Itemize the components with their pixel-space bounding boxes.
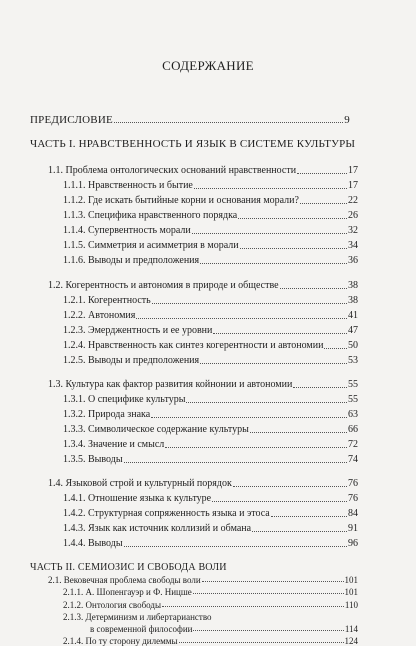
leader-dots	[212, 501, 347, 502]
toc-subsection	[63, 508, 358, 520]
toc-subsection	[63, 195, 358, 207]
toc-subsection	[63, 394, 358, 406]
entry-page: 66	[348, 424, 358, 435]
leader-dots	[124, 462, 347, 463]
entry-text: 1.3.4. Значение и смысл	[63, 439, 165, 450]
toc-part-1	[30, 138, 375, 150]
entry-text: 1.3.1. О специфике культуры	[63, 394, 186, 405]
leader-dots	[114, 122, 343, 123]
entry-page: 53	[348, 355, 358, 366]
entry-text: 1.3.2. Природа знака	[63, 409, 151, 420]
toc-subsection	[63, 295, 358, 307]
entry-page: 114	[344, 624, 358, 634]
toc-subsection	[63, 340, 358, 352]
page-title: СОДЕРЖАНИЕ	[162, 58, 254, 73]
toc-subsection	[63, 612, 358, 622]
leader-dots	[194, 188, 347, 189]
entry-page: 55	[348, 379, 358, 390]
entry-page: 110	[344, 600, 358, 610]
entry-text: 1.1. Проблема онтологических оснований нравственности	[48, 165, 297, 176]
toc-subsection	[63, 210, 358, 222]
entry-text: 1.1.4. Супервентность морали	[63, 225, 191, 236]
entry-page: 41	[348, 310, 358, 321]
toc-subsection	[63, 310, 358, 322]
leader-dots	[238, 218, 347, 219]
toc-subsection	[63, 409, 358, 421]
entry-page: 38	[348, 295, 358, 306]
entry-text: 1.2.5. Выводы и предположения	[63, 355, 200, 366]
leader-dots	[200, 263, 347, 264]
entry-page: 17	[348, 165, 358, 176]
entry-page: 101	[344, 587, 358, 597]
entry-page: 124	[344, 636, 358, 646]
entry-text: ЧАСТЬ I. НРАВСТВЕННОСТЬ И ЯЗЫК В СИСТЕМЕ КУЛЬТУРЫ	[30, 138, 356, 150]
entry-page: 63	[348, 409, 358, 420]
entry-page: 74	[348, 454, 358, 465]
toc-subsection	[63, 493, 358, 505]
toc-section	[48, 165, 358, 177]
entry-text: 1.1.3. Специфика нравственного порядка	[63, 210, 238, 221]
toc-part-2	[30, 563, 330, 573]
leader-dots	[202, 581, 344, 582]
toc-subsection	[63, 523, 358, 535]
entry-text: 2.1.1. А. Шопенгауэр и Ф. Ницше	[63, 587, 192, 597]
toc-subsection	[63, 424, 358, 436]
toc-section	[48, 280, 358, 292]
entry-text: 1.2. Когерентность и автономия в природе и обществе	[48, 280, 279, 291]
entry-text: 1.3. Культура как фактор развития койнонии и автономии	[48, 379, 293, 390]
leader-dots	[297, 173, 347, 174]
entry-text: 1.4. Языковой строй и культурный порядок	[48, 478, 232, 489]
toc-subsection	[63, 587, 358, 597]
entry-text: 1.2.3. Эмерджентность и ее уровни	[63, 325, 213, 336]
entry-page: 17	[348, 180, 358, 191]
entry-page: 96	[348, 538, 358, 549]
leader-dots	[193, 630, 343, 631]
leader-dots	[324, 348, 347, 349]
toc-subsection	[63, 255, 358, 267]
entry-text: 1.2.4. Нравственность как синтез когерентности и автономии	[63, 340, 324, 351]
leader-dots	[152, 303, 347, 304]
leader-dots	[136, 318, 347, 319]
entry-text: 1.1.1. Нравственность и бытие	[63, 180, 193, 191]
leader-dots	[300, 203, 347, 204]
leader-dots	[233, 486, 347, 487]
toc-subsection	[63, 439, 358, 451]
entry-page: 26	[348, 210, 358, 221]
leader-dots	[165, 447, 347, 448]
toc-subsection	[63, 454, 358, 466]
entry-text: 2.1.2. Онтология свободы	[63, 600, 162, 610]
entry-page: 55	[348, 394, 358, 405]
entry-text: 2.1.3. Детерминизм и либертарианство	[63, 612, 212, 622]
entry-text: 1.1.2. Где искать бытийные корни и основания морали?	[63, 195, 299, 206]
entry-text: 1.2.1. Когерентность	[63, 295, 151, 306]
entry-text: 1.3.5. Выводы	[63, 454, 123, 465]
leader-dots	[162, 606, 344, 607]
entry-text: 2.1. Вековечная проблема свободы воли	[48, 575, 201, 585]
entry-page: 101	[344, 575, 358, 585]
toc-subsection-continued	[90, 624, 358, 634]
toc-subsection	[63, 225, 358, 237]
entry-page: 9	[344, 114, 350, 126]
toc-section	[48, 379, 358, 391]
entry-page: 76	[348, 493, 358, 504]
entry-text: 1.1.5. Симметрия и асимметрия в морали	[63, 240, 239, 251]
entry-text: 1.2.2. Автономия	[63, 310, 136, 321]
leader-dots	[151, 417, 347, 418]
leader-dots	[193, 593, 344, 594]
leader-dots	[252, 531, 347, 532]
leader-dots	[213, 333, 347, 334]
entry-page: 36	[348, 255, 358, 266]
leader-dots	[192, 233, 347, 234]
leader-dots	[186, 402, 347, 403]
entry-text: в современной философии	[90, 624, 193, 634]
toc-entry-preface	[30, 114, 350, 126]
leader-dots	[240, 248, 347, 249]
entry-page: 47	[348, 325, 358, 336]
entry-page: 50	[348, 340, 358, 351]
toc-subsection	[63, 180, 358, 192]
leader-dots	[293, 387, 347, 388]
leader-dots	[271, 516, 347, 517]
toc-subsection	[63, 538, 358, 550]
entry-text: 1.4.2. Структурная сопряженность языка и этоса	[63, 508, 270, 519]
entry-page: 32	[348, 225, 358, 236]
entry-page: 38	[348, 280, 358, 291]
leader-dots	[124, 546, 347, 547]
toc-section	[48, 478, 358, 490]
entry-page: 76	[348, 478, 358, 489]
entry-page: 84	[348, 508, 358, 519]
toc-section	[48, 575, 358, 585]
entry-page: 34	[348, 240, 358, 251]
entry-text: 1.4.3. Язык как источник коллизий и обмана	[63, 523, 252, 534]
toc-subsection	[63, 240, 358, 252]
entry-page: 72	[348, 439, 358, 450]
entry-page: 22	[348, 195, 358, 206]
entry-text: 1.4.4. Выводы	[63, 538, 123, 549]
leader-dots	[200, 363, 347, 364]
toc-subsection	[63, 325, 358, 337]
entry-text: 1.4.1. Отношение языка к культуре	[63, 493, 212, 504]
leader-dots	[280, 288, 347, 289]
toc-subsection	[63, 600, 358, 610]
entry-text: 2.1.4. По ту сторону дилеммы	[63, 636, 178, 646]
entry-text: 1.1.6. Выводы и предположения	[63, 255, 200, 266]
entry-text: ЧАСТЬ II. СЕМИОЗИС И СВОБОДА ВОЛИ	[30, 562, 227, 573]
entry-text: ПРЕДИСЛОВИЕ	[30, 114, 113, 126]
entry-page: 91	[348, 523, 358, 534]
leader-dots	[250, 432, 347, 433]
leader-dots	[179, 642, 344, 643]
entry-text: 1.3.3. Символическое содержание культуры	[63, 424, 249, 435]
toc-subsection	[63, 355, 358, 367]
